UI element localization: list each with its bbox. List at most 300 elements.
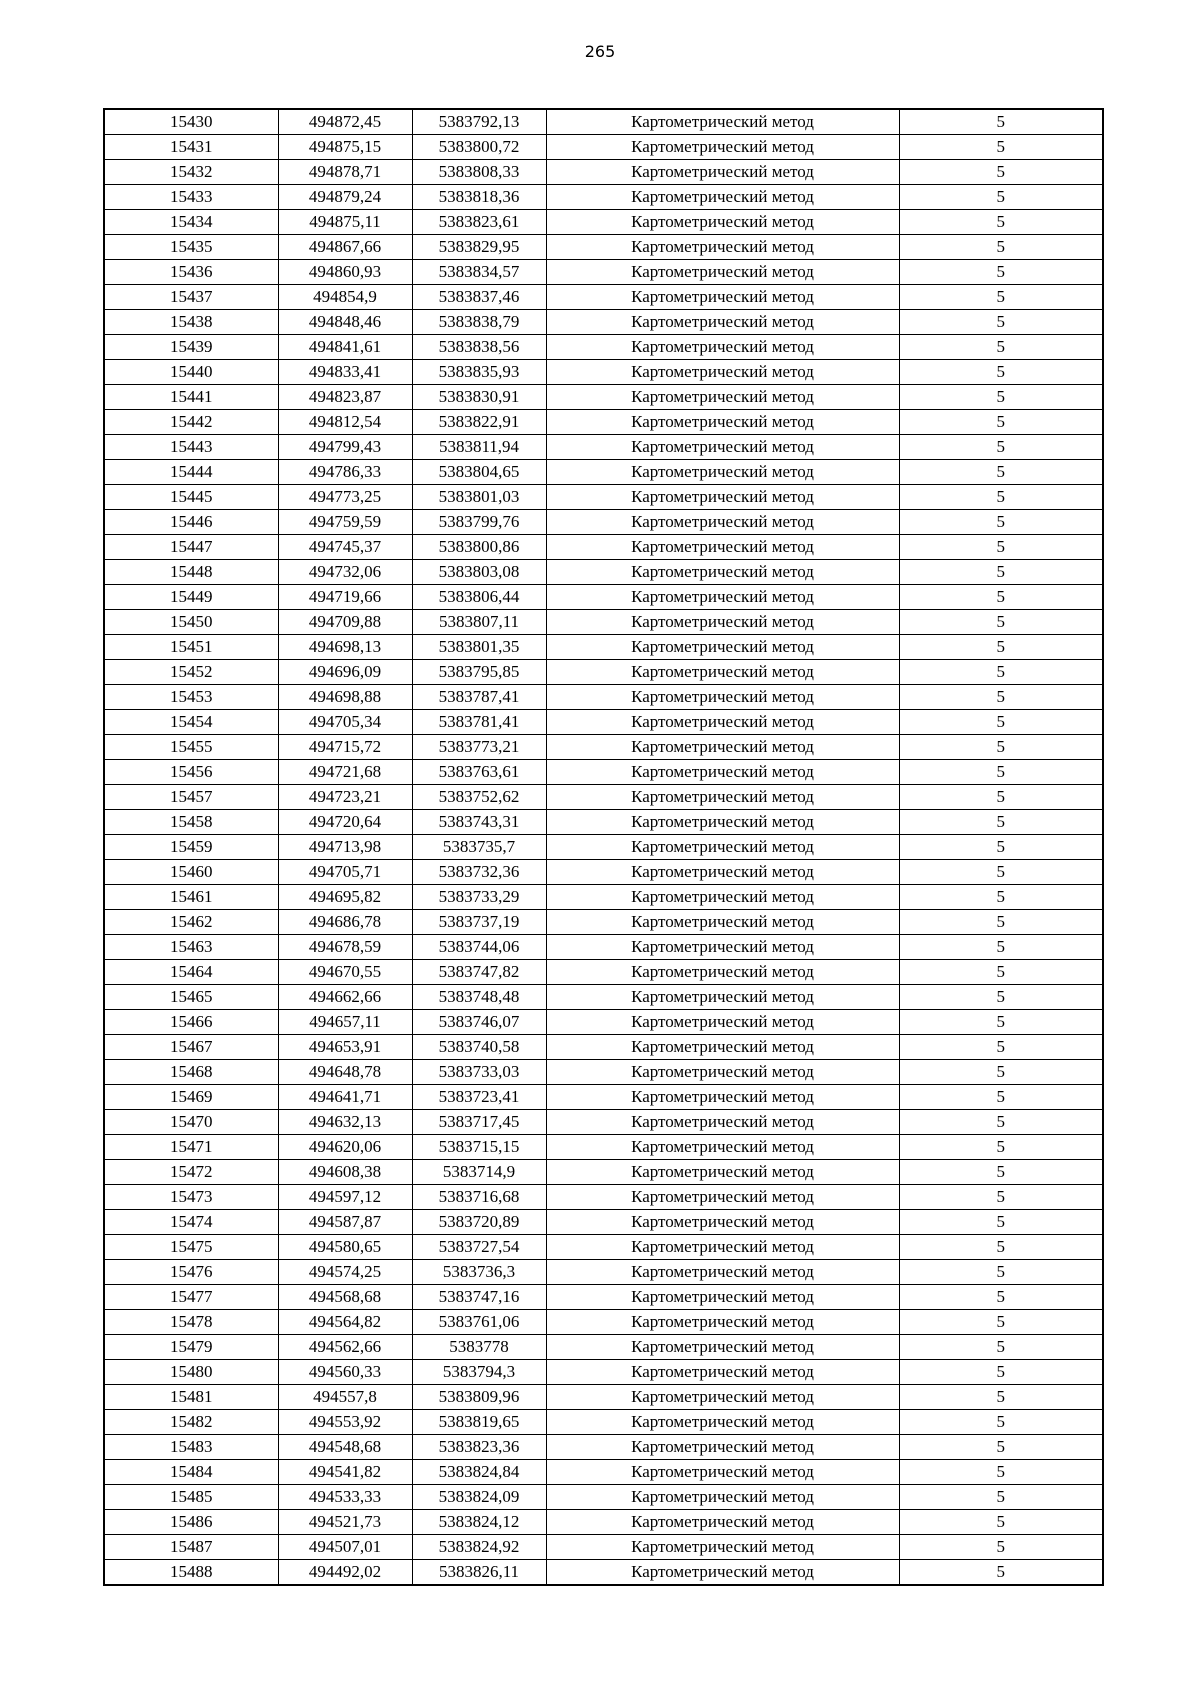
accuracy-cell: 5 [899,1310,1103,1335]
method-cell: Картометрический метод [546,1060,899,1085]
accuracy-cell: 5 [899,1160,1103,1185]
accuracy-cell: 5 [899,1485,1103,1510]
method-cell: Картометрический метод [546,410,899,435]
y-coordinate-cell: 5383811,94 [412,435,546,460]
accuracy-cell: 5 [899,1535,1103,1560]
x-coordinate-cell: 494648,78 [278,1060,412,1085]
method-cell: Картометрический метод [546,1260,899,1285]
accuracy-cell: 5 [899,1060,1103,1085]
y-coordinate-cell: 5383807,11 [412,610,546,635]
x-coordinate-cell: 494872,45 [278,109,412,135]
accuracy-cell: 5 [899,835,1103,860]
y-coordinate-cell: 5383792,13 [412,109,546,135]
y-coordinate-cell: 5383808,33 [412,160,546,185]
x-coordinate-cell: 494678,59 [278,935,412,960]
point-number-cell: 15453 [104,685,278,710]
x-coordinate-cell: 494574,25 [278,1260,412,1285]
y-coordinate-cell: 5383752,62 [412,785,546,810]
accuracy-cell: 5 [899,710,1103,735]
point-number-cell: 15451 [104,635,278,660]
accuracy-cell: 5 [899,185,1103,210]
method-cell: Картометрический метод [546,260,899,285]
y-coordinate-cell: 5383733,03 [412,1060,546,1085]
method-cell: Картометрический метод [546,1285,899,1310]
method-cell: Картометрический метод [546,610,899,635]
y-coordinate-cell: 5383801,03 [412,485,546,510]
method-cell: Картометрический метод [546,935,899,960]
y-coordinate-cell: 5383824,84 [412,1460,546,1485]
point-number-cell: 15443 [104,435,278,460]
y-coordinate-cell: 5383787,41 [412,685,546,710]
point-number-cell: 15472 [104,1160,278,1185]
point-number-cell: 15466 [104,1010,278,1035]
accuracy-cell: 5 [899,460,1103,485]
y-coordinate-cell: 5383716,68 [412,1185,546,1210]
x-coordinate-cell: 494879,24 [278,185,412,210]
y-coordinate-cell: 5383829,95 [412,235,546,260]
table-row [104,235,1103,260]
table-row [104,1235,1103,1260]
point-number-cell: 15483 [104,1435,278,1460]
x-coordinate-cell: 494833,41 [278,360,412,385]
accuracy-cell: 5 [899,1560,1103,1586]
method-cell: Картометрический метод [546,660,899,685]
y-coordinate-cell: 5383743,31 [412,810,546,835]
method-cell: Картометрический метод [546,435,899,460]
method-cell: Картометрический метод [546,135,899,160]
table-row [104,735,1103,760]
y-coordinate-cell: 5383835,93 [412,360,546,385]
x-coordinate-cell: 494812,54 [278,410,412,435]
x-coordinate-cell: 494568,68 [278,1285,412,1310]
table-row [104,1535,1103,1560]
method-cell: Картометрический метод [546,360,899,385]
accuracy-cell: 5 [899,1010,1103,1035]
table-row [104,885,1103,910]
table-row [104,135,1103,160]
x-coordinate-cell: 494709,88 [278,610,412,635]
method-cell: Картометрический метод [546,385,899,410]
method-cell: Картометрический метод [546,510,899,535]
accuracy-cell: 5 [899,1285,1103,1310]
y-coordinate-cell: 5383799,76 [412,510,546,535]
y-coordinate-cell: 5383737,19 [412,910,546,935]
method-cell: Картометрический метод [546,210,899,235]
point-number-cell: 15460 [104,860,278,885]
table-row [104,1010,1103,1035]
x-coordinate-cell: 494553,92 [278,1410,412,1435]
point-number-cell: 15481 [104,1385,278,1410]
method-cell: Картометрический метод [546,785,899,810]
x-coordinate-cell: 494875,11 [278,210,412,235]
method-cell: Картометрический метод [546,860,899,885]
point-number-cell: 15488 [104,1560,278,1586]
accuracy-cell: 5 [899,1035,1103,1060]
table-row [104,1360,1103,1385]
table-row [104,1385,1103,1410]
table-row [104,1210,1103,1235]
accuracy-cell: 5 [899,385,1103,410]
y-coordinate-cell: 5383826,11 [412,1560,546,1586]
point-number-cell: 15436 [104,260,278,285]
accuracy-cell: 5 [899,1235,1103,1260]
table-row [104,1310,1103,1335]
point-number-cell: 15437 [104,285,278,310]
x-coordinate-cell: 494492,02 [278,1560,412,1586]
table-row [104,860,1103,885]
table-row [104,1260,1103,1285]
method-cell: Картометрический метод [546,1460,899,1485]
y-coordinate-cell: 5383795,85 [412,660,546,685]
x-coordinate-cell: 494878,71 [278,160,412,185]
y-coordinate-cell: 5383803,08 [412,560,546,585]
x-coordinate-cell: 494521,73 [278,1510,412,1535]
method-cell: Картометрический метод [546,1485,899,1510]
accuracy-cell: 5 [899,210,1103,235]
y-coordinate-cell: 5383824,92 [412,1535,546,1560]
y-coordinate-cell: 5383735,7 [412,835,546,860]
page-number: 265 [584,42,616,61]
table-row [104,335,1103,360]
table-row [104,585,1103,610]
y-coordinate-cell: 5383801,35 [412,635,546,660]
accuracy-cell: 5 [899,810,1103,835]
method-cell: Картометрический метод [546,285,899,310]
point-number-cell: 15434 [104,210,278,235]
table-row [104,210,1103,235]
y-coordinate-cell: 5383823,61 [412,210,546,235]
x-coordinate-cell: 494686,78 [278,910,412,935]
accuracy-cell: 5 [899,360,1103,385]
table-row [104,785,1103,810]
table-row [104,1560,1103,1586]
point-number-cell: 15485 [104,1485,278,1510]
table-row [104,1035,1103,1060]
table-row [104,310,1103,335]
accuracy-cell: 5 [899,785,1103,810]
method-cell: Картометрический метод [546,160,899,185]
method-cell: Картометрический метод [546,1110,899,1135]
accuracy-cell: 5 [899,535,1103,560]
point-number-cell: 15462 [104,910,278,935]
method-cell: Картометрический метод [546,560,899,585]
point-number-cell: 15448 [104,560,278,585]
method-cell: Картометрический метод [546,235,899,260]
point-number-cell: 15449 [104,585,278,610]
table-row [104,435,1103,460]
table-row [104,635,1103,660]
x-coordinate-cell: 494580,65 [278,1235,412,1260]
table-row [104,360,1103,385]
point-number-cell: 15470 [104,1110,278,1135]
y-coordinate-cell: 5383819,65 [412,1410,546,1435]
accuracy-cell: 5 [899,335,1103,360]
accuracy-cell: 5 [899,1460,1103,1485]
accuracy-cell: 5 [899,485,1103,510]
y-coordinate-cell: 5383781,41 [412,710,546,735]
x-coordinate-cell: 494587,87 [278,1210,412,1235]
point-number-cell: 15471 [104,1135,278,1160]
point-number-cell: 15441 [104,385,278,410]
accuracy-cell: 5 [899,435,1103,460]
point-number-cell: 15435 [104,235,278,260]
y-coordinate-cell: 5383809,96 [412,1385,546,1410]
point-number-cell: 15486 [104,1510,278,1535]
point-number-cell: 15482 [104,1410,278,1435]
accuracy-cell: 5 [899,985,1103,1010]
x-coordinate-cell: 494695,82 [278,885,412,910]
point-number-cell: 15444 [104,460,278,485]
point-number-cell: 15446 [104,510,278,535]
table-row [104,185,1103,210]
y-coordinate-cell: 5383747,82 [412,960,546,985]
table-row [104,660,1103,685]
y-coordinate-cell: 5383794,3 [412,1360,546,1385]
x-coordinate-cell: 494720,64 [278,810,412,835]
accuracy-cell: 5 [899,109,1103,135]
point-number-cell: 15474 [104,1210,278,1235]
point-number-cell: 15438 [104,310,278,335]
point-number-cell: 15452 [104,660,278,685]
x-coordinate-cell: 494745,37 [278,535,412,560]
accuracy-cell: 5 [899,410,1103,435]
x-coordinate-cell: 494799,43 [278,435,412,460]
table-row [104,835,1103,860]
accuracy-cell: 5 [899,1135,1103,1160]
y-coordinate-cell: 5383800,86 [412,535,546,560]
x-coordinate-cell: 494597,12 [278,1185,412,1210]
x-coordinate-cell: 494696,09 [278,660,412,685]
method-cell: Картометрический метод [546,1135,899,1160]
table-row [104,685,1103,710]
y-coordinate-cell: 5383740,58 [412,1035,546,1060]
y-coordinate-cell: 5383837,46 [412,285,546,310]
method-cell: Картометрический метод [546,810,899,835]
accuracy-cell: 5 [899,260,1103,285]
x-coordinate-cell: 494564,82 [278,1310,412,1335]
table-row [104,260,1103,285]
point-number-cell: 15464 [104,960,278,985]
y-coordinate-cell: 5383838,79 [412,310,546,335]
table-row [104,985,1103,1010]
table-row [104,710,1103,735]
y-coordinate-cell: 5383823,36 [412,1435,546,1460]
table-row [104,485,1103,510]
accuracy-cell: 5 [899,1260,1103,1285]
table-row [104,960,1103,985]
accuracy-cell: 5 [899,1435,1103,1460]
point-number-cell: 15442 [104,410,278,435]
point-number-cell: 15479 [104,1335,278,1360]
point-number-cell: 15458 [104,810,278,835]
x-coordinate-cell: 494641,71 [278,1085,412,1110]
x-coordinate-cell: 494608,38 [278,1160,412,1185]
method-cell: Картометрический метод [546,1010,899,1035]
x-coordinate-cell: 494705,71 [278,860,412,885]
y-coordinate-cell: 5383824,09 [412,1485,546,1510]
accuracy-cell: 5 [899,885,1103,910]
x-coordinate-cell: 494507,01 [278,1535,412,1560]
accuracy-cell: 5 [899,860,1103,885]
point-number-cell: 15469 [104,1085,278,1110]
x-coordinate-cell: 494533,33 [278,1485,412,1510]
point-number-cell: 15447 [104,535,278,560]
table-row [104,1085,1103,1110]
method-cell: Картометрический метод [546,460,899,485]
point-number-cell: 15450 [104,610,278,635]
accuracy-cell: 5 [899,1510,1103,1535]
method-cell: Картометрический метод [546,635,899,660]
method-cell: Картометрический метод [546,910,899,935]
table-row [104,510,1103,535]
method-cell: Картометрический метод [546,985,899,1010]
x-coordinate-cell: 494548,68 [278,1435,412,1460]
point-number-cell: 15484 [104,1460,278,1485]
accuracy-cell: 5 [899,1410,1103,1435]
method-cell: Картометрический метод [546,1235,899,1260]
point-number-cell: 15476 [104,1260,278,1285]
point-number-cell: 15477 [104,1285,278,1310]
accuracy-cell: 5 [899,1385,1103,1410]
y-coordinate-cell: 5383800,72 [412,135,546,160]
table-row [104,1160,1103,1185]
method-cell: Картометрический метод [546,760,899,785]
method-cell: Картометрический метод [546,1410,899,1435]
method-cell: Картометрический метод [546,1035,899,1060]
method-cell: Картометрический метод [546,109,899,135]
point-number-cell: 15465 [104,985,278,1010]
accuracy-cell: 5 [899,310,1103,335]
accuracy-cell: 5 [899,1360,1103,1385]
accuracy-cell: 5 [899,760,1103,785]
method-cell: Картометрический метод [546,185,899,210]
y-coordinate-cell: 5383747,16 [412,1285,546,1310]
x-coordinate-cell: 494698,13 [278,635,412,660]
table-row [104,935,1103,960]
x-coordinate-cell: 494773,25 [278,485,412,510]
y-coordinate-cell: 5383838,56 [412,335,546,360]
x-coordinate-cell: 494786,33 [278,460,412,485]
x-coordinate-cell: 494698,88 [278,685,412,710]
method-cell: Картометрический метод [546,960,899,985]
x-coordinate-cell: 494705,34 [278,710,412,735]
accuracy-cell: 5 [899,735,1103,760]
accuracy-cell: 5 [899,1185,1103,1210]
table-row [104,1060,1103,1085]
x-coordinate-cell: 494721,68 [278,760,412,785]
point-number-cell: 15459 [104,835,278,860]
table-row [104,1135,1103,1160]
x-coordinate-cell: 494732,06 [278,560,412,585]
method-cell: Картометрический метод [546,1435,899,1460]
point-number-cell: 15475 [104,1235,278,1260]
y-coordinate-cell: 5383736,3 [412,1260,546,1285]
x-coordinate-cell: 494860,93 [278,260,412,285]
x-coordinate-cell: 494875,15 [278,135,412,160]
method-cell: Картометрический метод [546,1335,899,1360]
y-coordinate-cell: 5383732,36 [412,860,546,885]
x-coordinate-cell: 494562,66 [278,1335,412,1360]
point-number-cell: 15478 [104,1310,278,1335]
table-row [104,535,1103,560]
y-coordinate-cell: 5383822,91 [412,410,546,435]
table-row [104,810,1103,835]
point-number-cell: 15468 [104,1060,278,1085]
method-cell: Картометрический метод [546,585,899,610]
y-coordinate-cell: 5383830,91 [412,385,546,410]
y-coordinate-cell: 5383778 [412,1335,546,1360]
table-row [104,910,1103,935]
method-cell: Картометрический метод [546,335,899,360]
y-coordinate-cell: 5383773,21 [412,735,546,760]
x-coordinate-cell: 494557,8 [278,1385,412,1410]
point-number-cell: 15439 [104,335,278,360]
method-cell: Картометрический метод [546,835,899,860]
method-cell: Картометрический метод [546,685,899,710]
table-row [104,285,1103,310]
table-row [104,1185,1103,1210]
y-coordinate-cell: 5383744,06 [412,935,546,960]
accuracy-cell: 5 [899,910,1103,935]
method-cell: Картометрический метод [546,1385,899,1410]
method-cell: Картометрический метод [546,485,899,510]
point-number-cell: 15487 [104,1535,278,1560]
table-row [104,109,1103,135]
x-coordinate-cell: 494854,9 [278,285,412,310]
point-number-cell: 15457 [104,785,278,810]
accuracy-cell: 5 [899,285,1103,310]
y-coordinate-cell: 5383818,36 [412,185,546,210]
y-coordinate-cell: 5383723,41 [412,1085,546,1110]
point-number-cell: 15473 [104,1185,278,1210]
method-cell: Картометрический метод [546,1535,899,1560]
table-row [104,1335,1103,1360]
y-coordinate-cell: 5383727,54 [412,1235,546,1260]
x-coordinate-cell: 494657,11 [278,1010,412,1035]
y-coordinate-cell: 5383717,45 [412,1110,546,1135]
method-cell: Картометрический метод [546,1160,899,1185]
coordinates-table [103,108,1104,1586]
accuracy-cell: 5 [899,1110,1103,1135]
y-coordinate-cell: 5383748,48 [412,985,546,1010]
y-coordinate-cell: 5383733,29 [412,885,546,910]
accuracy-cell: 5 [899,685,1103,710]
x-coordinate-cell: 494867,66 [278,235,412,260]
accuracy-cell: 5 [899,935,1103,960]
y-coordinate-cell: 5383714,9 [412,1160,546,1185]
x-coordinate-cell: 494723,21 [278,785,412,810]
table-row [104,760,1103,785]
method-cell: Картометрический метод [546,1360,899,1385]
method-cell: Картометрический метод [546,1185,899,1210]
point-number-cell: 15433 [104,185,278,210]
table-row [104,1435,1103,1460]
method-cell: Картометрический метод [546,710,899,735]
x-coordinate-cell: 494841,61 [278,335,412,360]
y-coordinate-cell: 5383763,61 [412,760,546,785]
point-number-cell: 15430 [104,109,278,135]
method-cell: Картометрический метод [546,1560,899,1586]
accuracy-cell: 5 [899,235,1103,260]
x-coordinate-cell: 494653,91 [278,1035,412,1060]
accuracy-cell: 5 [899,585,1103,610]
point-number-cell: 15432 [104,160,278,185]
table-row [104,1410,1103,1435]
accuracy-cell: 5 [899,510,1103,535]
method-cell: Картометрический метод [546,1510,899,1535]
x-coordinate-cell: 494560,33 [278,1360,412,1385]
x-coordinate-cell: 494759,59 [278,510,412,535]
